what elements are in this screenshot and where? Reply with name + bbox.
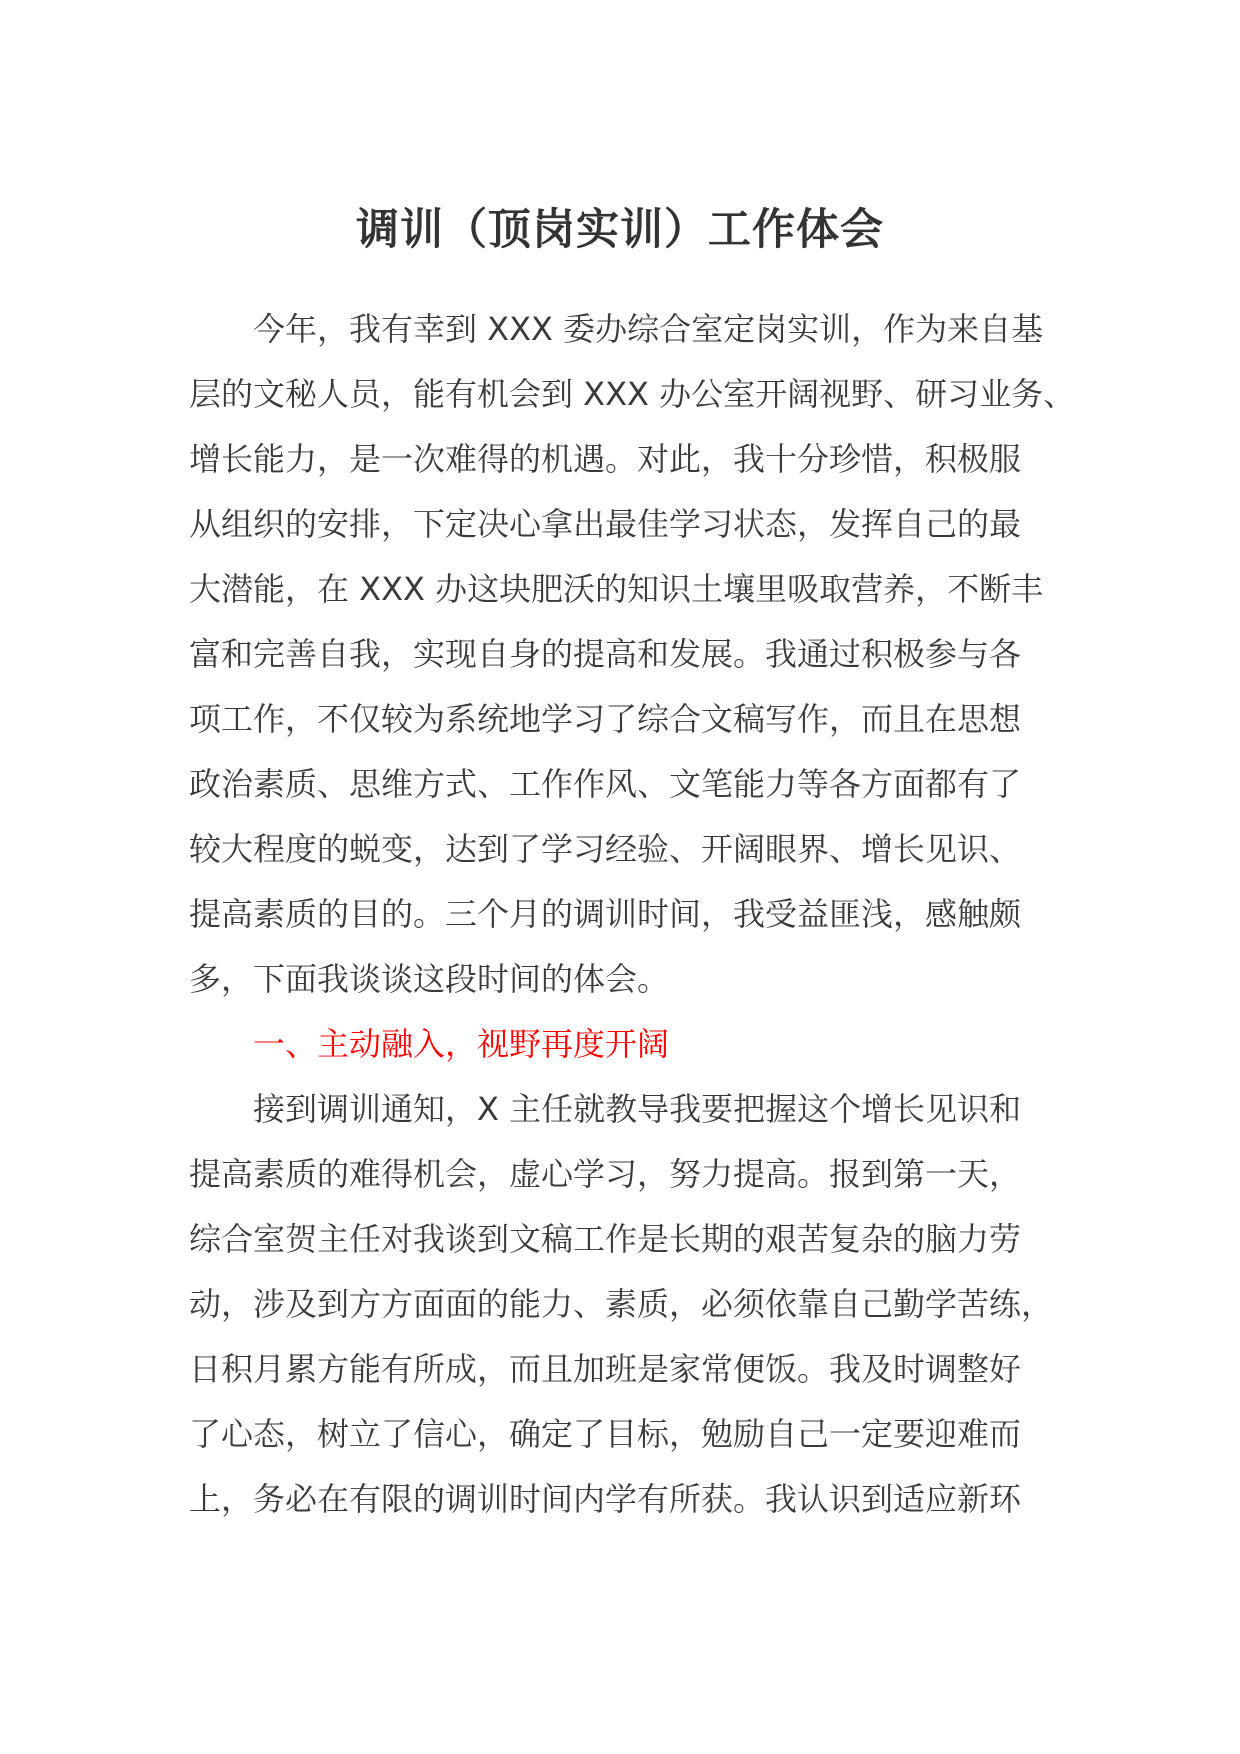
section-heading: 一、主动融入，视野再度开阔 <box>189 1025 670 1063</box>
text-line: 从组织的安排，下定决心拿出最佳学习状态，发挥自己的最 <box>189 505 1022 543</box>
text-line: 提高素质的难得机会，虚心学习，努力提高。报到第一天， <box>189 1155 1022 1193</box>
text-line: 提高素质的目的。三个月的调训时间，我受益匪浅，感触颇 <box>189 895 1022 933</box>
text-line: 较大程度的蜕变，达到了学习经验、开阔眼界、增长见识、 <box>189 830 1022 868</box>
text-line: 日积月累方能有所成，而且加班是家常便饭。我及时调整好 <box>189 1350 1022 1388</box>
text-line: 多，下面我谈谈这段时间的体会。 <box>189 960 670 998</box>
text-line: 今年，我有幸到 XXX 委办综合室定岗实训，作为来自基 <box>189 310 1044 348</box>
document-title: 调训（顶岗实训）工作体会 <box>356 205 884 255</box>
text-line: 了心态，树立了信心，确定了目标，勉励自己一定要迎难而 <box>189 1415 1022 1453</box>
text-line: 综合室贺主任对我谈到文稿工作是长期的艰苦复杂的脑力劳 <box>189 1220 1022 1258</box>
text-line: 富和完善自我，实现自身的提高和发展。我通过积极参与各 <box>189 635 1022 673</box>
text-line: 增长能力，是一次难得的机遇。对此，我十分珍惜，积极服 <box>189 440 1022 478</box>
text-line: 大潜能，在 XXX 办这块肥沃的知识土壤里吸取营养，不断丰 <box>189 570 1044 608</box>
text-line: 政治素质、思维方式、工作作风、文笔能力等各方面都有了 <box>189 765 1022 803</box>
text-line: 项工作，不仅较为系统地学习了综合文稿写作，而且在思想 <box>189 700 1022 738</box>
text-line: 接到调训通知，X 主任就教导我要把握这个增长见识和 <box>189 1090 1022 1128</box>
text-line: 上，务必在有限的调训时间内学有所获。我认识到适应新环 <box>189 1480 1022 1518</box>
text-line: 动，涉及到方方面面的能力、素质，必须依靠自己勤学苦练， <box>189 1285 1054 1323</box>
document-body <box>189 297 1076 1532</box>
text-line: 层的文秘人员，能有机会到 XXX 办公室开阔视野、研习业务、 <box>189 375 1076 413</box>
